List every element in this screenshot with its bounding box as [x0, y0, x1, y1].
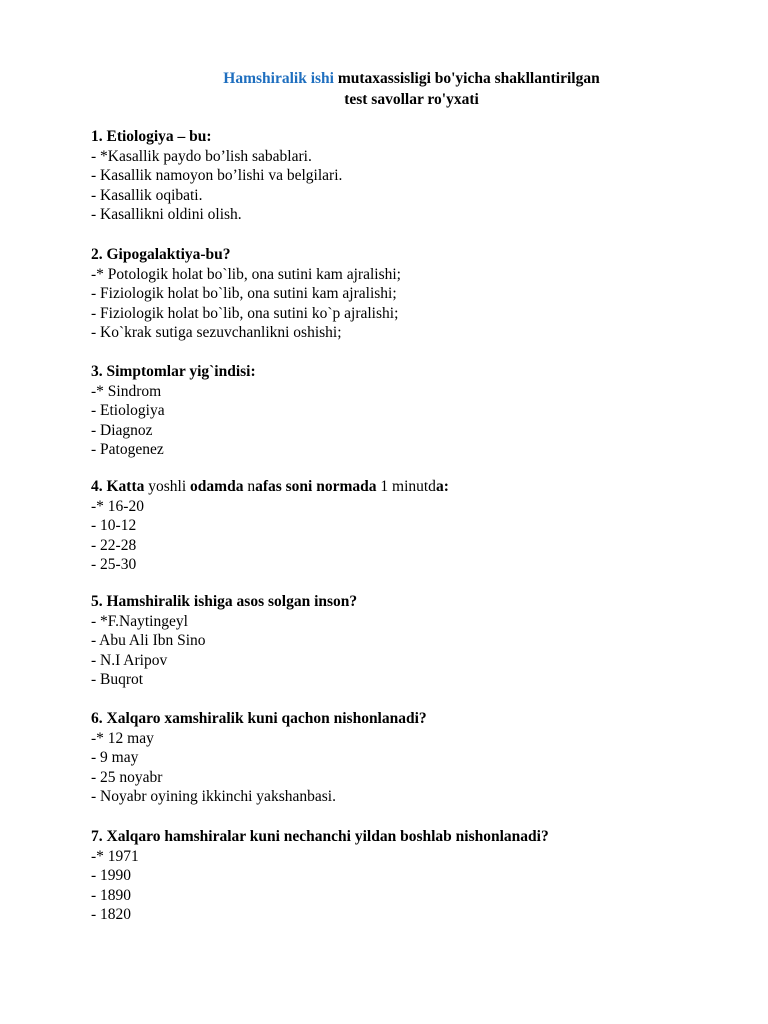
- question-text-part: odamda: [190, 478, 244, 495]
- answer-option: - 9 may: [91, 749, 139, 767]
- question-3: [91, 362, 711, 460]
- answer-option: - 22-28: [91, 536, 137, 554]
- question-text-part: afas soni normada: [255, 478, 377, 495]
- question-7: [91, 827, 711, 925]
- answer-option: - 25 noyabr: [91, 768, 163, 786]
- answer-option: - N.I Aripov: [91, 651, 168, 669]
- answer-option: - Patogenez: [91, 441, 164, 459]
- answer-option: - Kasallik namoyon bo’lishi va belgilari.: [91, 167, 343, 185]
- question-6: [91, 709, 711, 807]
- answer-option: - Kasallik oqibati.: [91, 186, 203, 204]
- answer-option: - Abu Ali Ibn Sino: [91, 632, 206, 650]
- question-4: [91, 477, 711, 575]
- answer-option: - 1990: [91, 867, 132, 885]
- answer-option: - Ko`krak sutiga sezuvchanlikni oshishi;: [91, 324, 342, 342]
- answer-option: - Etiologiya: [91, 402, 165, 420]
- title-rest: mutaxassisligi bo'yicha shakllantirilgan: [333, 70, 600, 87]
- question-text-part: a:: [435, 478, 449, 495]
- answer-option: - Noyabr oyining ikkinchi yakshanbasi.: [91, 788, 336, 806]
- answer-option: - Fiziologik holat bo`lib, ona sutini kam ajralishi;: [91, 285, 397, 303]
- question-text-part: yoshli: [144, 478, 191, 495]
- title-line-2: test savollar ro'yxati: [344, 91, 479, 108]
- question-2: [91, 245, 711, 343]
- document-title: [90, 68, 733, 110]
- question-1: [91, 127, 711, 225]
- question-5: [91, 592, 711, 690]
- question-text: 5. Hamshiralik ishiga asos solgan inson?: [91, 593, 358, 610]
- answer-option: -* 16-20: [91, 497, 144, 515]
- question-text-part: n: [243, 478, 256, 495]
- title-accent: Hamshiralik ishi: [223, 70, 334, 87]
- question-text: 3. Simptomlar yig`indisi:: [91, 363, 256, 380]
- title-line-1: [90, 68, 733, 89]
- answer-option: - Buqrot: [91, 671, 144, 689]
- question-text: 1. Etiologiya – bu:: [91, 128, 212, 145]
- answer-option: - *F.Naytingeyl: [91, 612, 188, 630]
- answer-option: - Kasallikni oldini olish.: [91, 206, 242, 224]
- answer-option: -* Sindrom: [91, 382, 162, 400]
- answer-option: - 10-12: [91, 517, 137, 535]
- answer-option: - Diagnoz: [91, 421, 153, 439]
- question-text: [91, 477, 711, 497]
- answer-option: -* Potologik holat bo`lib, ona sutini kam ajralishi;: [91, 265, 401, 283]
- question-text: 2. Gipogalaktiya-bu?: [91, 246, 231, 263]
- question-text: 7. Xalqaro hamshiralar kuni nechanchi yildan boshlab nishonlanadi?: [91, 828, 549, 845]
- answer-option: - 1820: [91, 906, 132, 924]
- answer-option: - Fiziologik holat bo`lib, ona sutini ko`p ajralishi;: [91, 304, 399, 322]
- answer-option: - 1890: [91, 886, 132, 904]
- answer-option: -* 1971: [91, 847, 139, 865]
- answer-option: - *Kasallik paydo bo’lish sabablari.: [91, 147, 312, 165]
- answer-option: -* 12 may: [91, 729, 154, 747]
- question-text: 6. Xalqaro xamshiralik kuni qachon nishonlanadi?: [91, 710, 427, 727]
- question-text-part: 4. Katta: [91, 478, 145, 495]
- question-text-part: 1 minutd: [376, 478, 436, 495]
- answer-option: - 25-30: [91, 556, 137, 574]
